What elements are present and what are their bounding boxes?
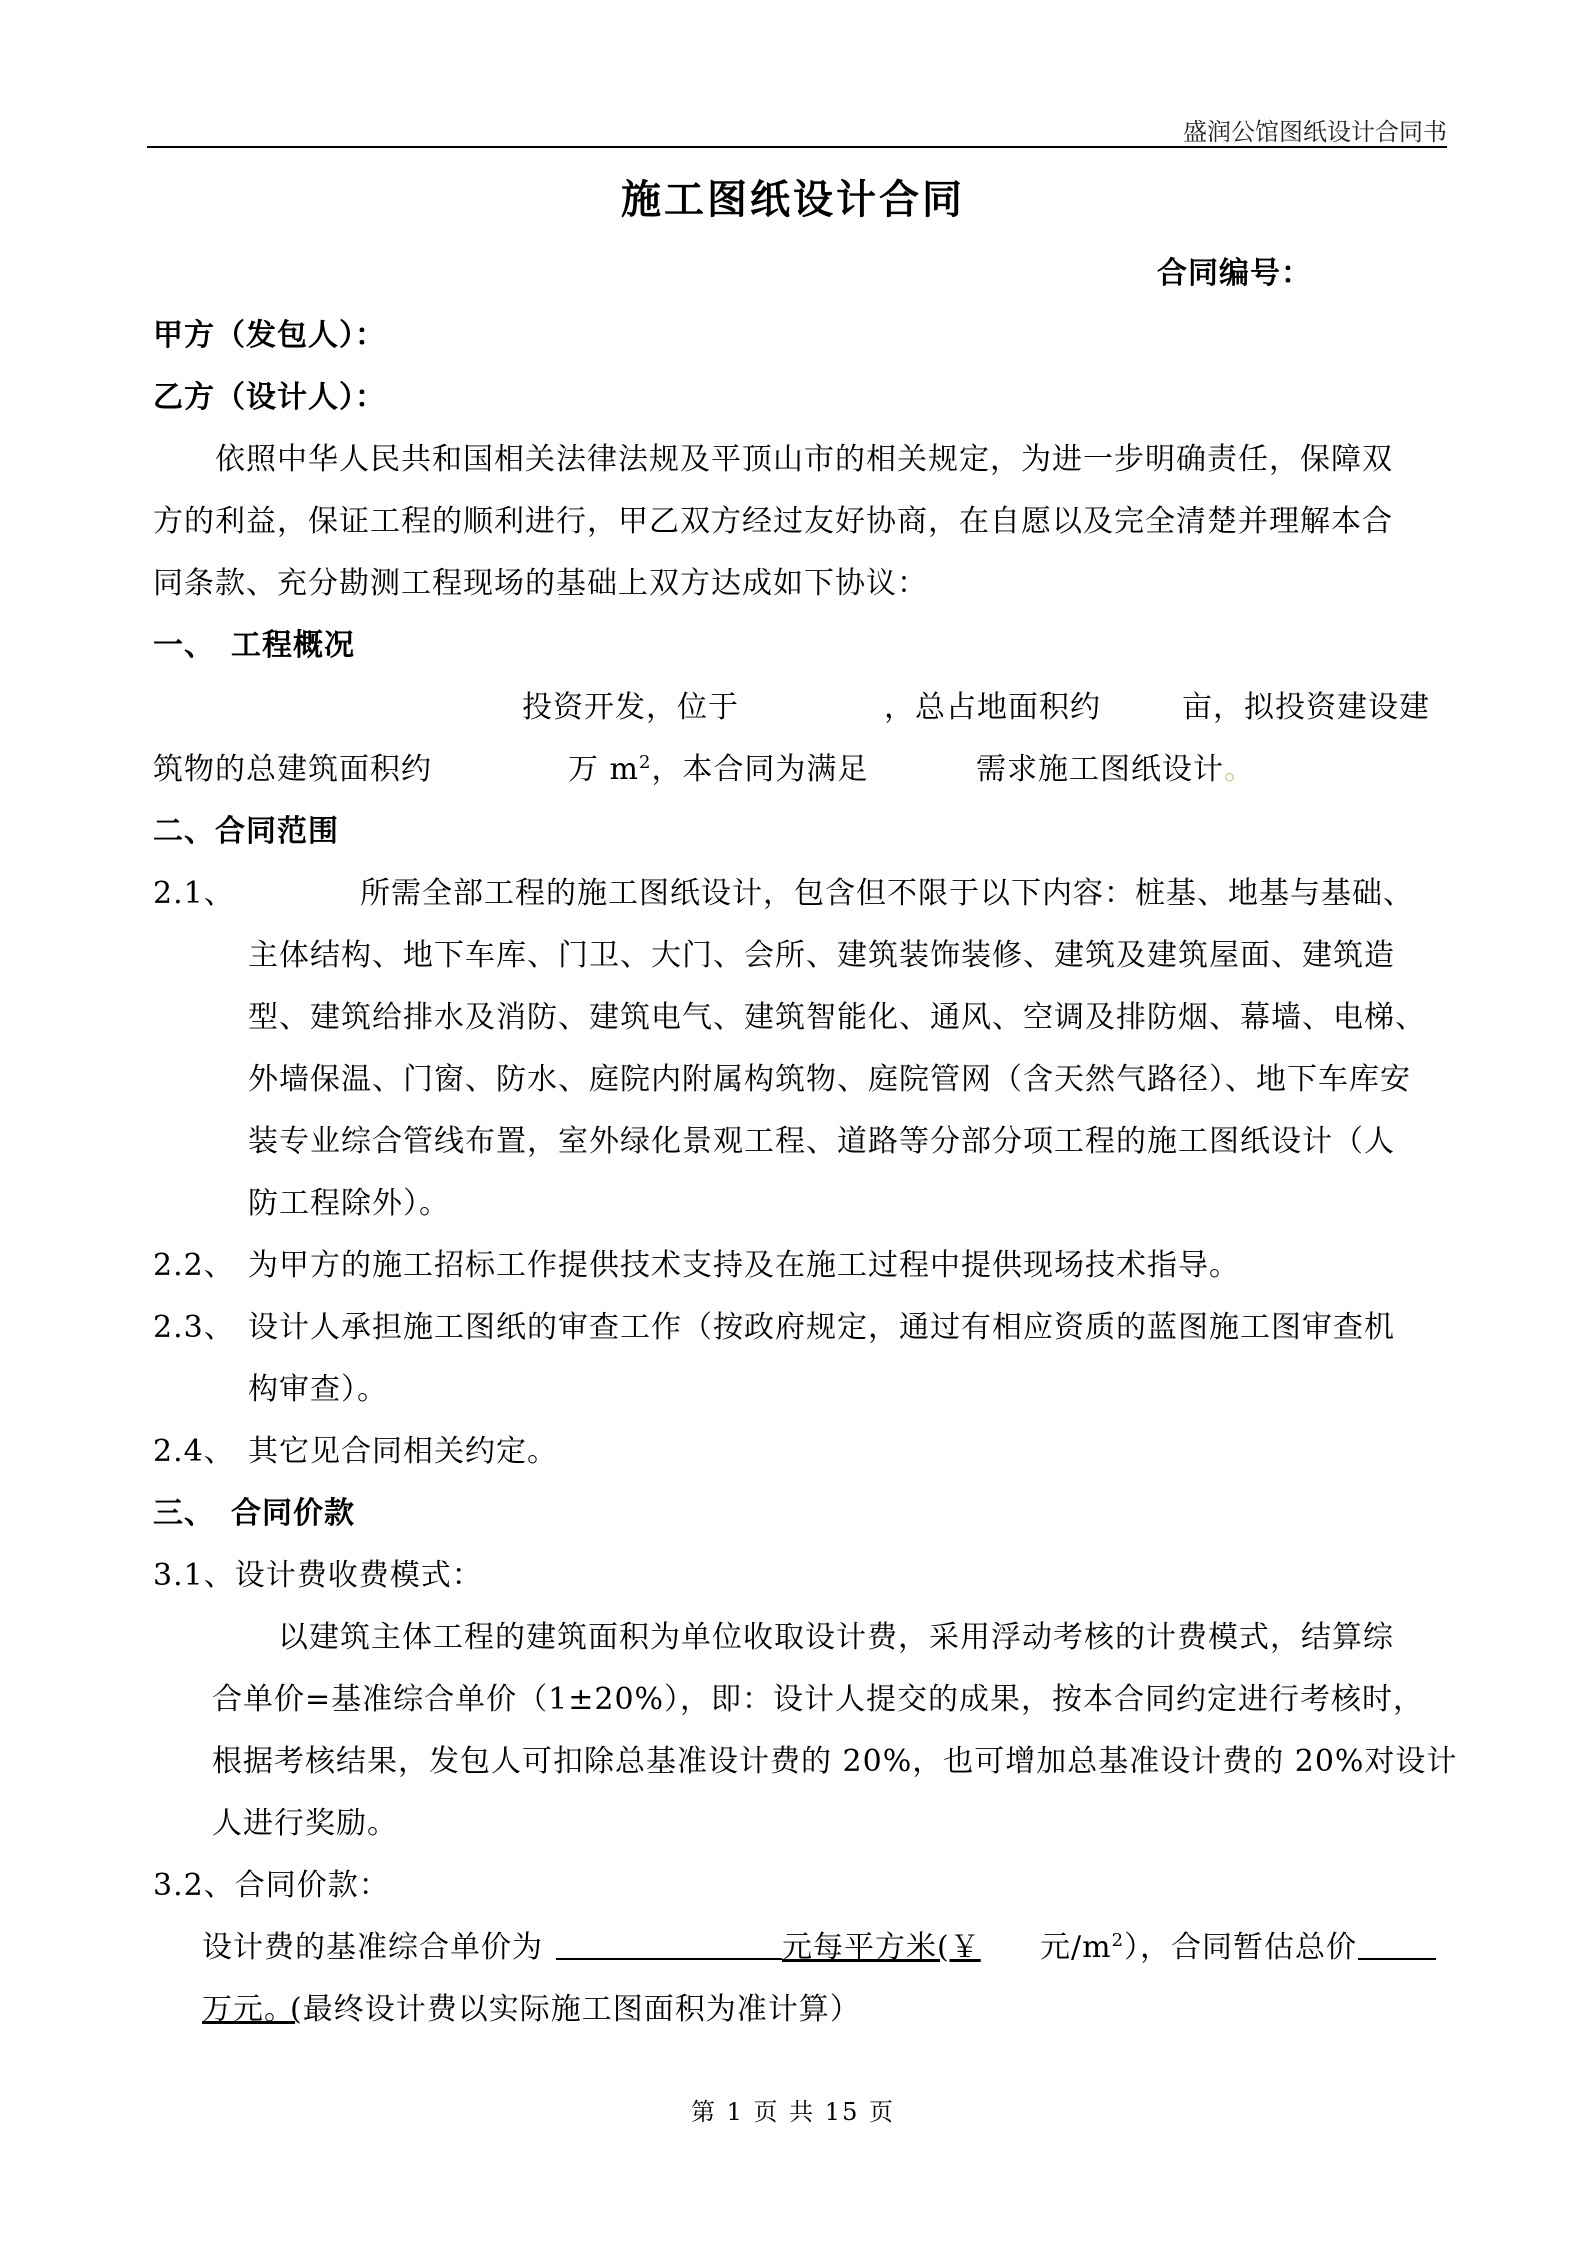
intro-line-2: 方的利益，保证工程的顺利进行，甲乙双方经过友好协商，在自愿以及完全清楚并理解本合 bbox=[153, 504, 1393, 539]
clause-2-1-line: 所需全部工程的施工图纸设计，包含但不限于以下内容：桩基、地基与基础、 bbox=[360, 876, 1414, 911]
contract-no-label: 合同编号： bbox=[1157, 256, 1312, 291]
price-line-label: 设计费的基准综合单价为 bbox=[202, 1930, 543, 1965]
clause-2-1-line: 型、建筑给排水及消防、建筑电气、建筑智能化、通风、空调及排防烟、幕墙、电梯、 bbox=[248, 1000, 1426, 1035]
clause-2-2-text: 为甲方的施工招标工作提供技术支持及在施工过程中提供现场技术指导。 bbox=[248, 1248, 1240, 1283]
total-price-blank bbox=[1358, 1958, 1436, 1960]
clause-3-1-line: 合单价=基准综合单价（1±20%），即：设计人提交的成果，按本合同约定进行考核时， bbox=[212, 1682, 1425, 1717]
sec1-fragment: 筑物的总建筑面积约 bbox=[153, 752, 432, 787]
header-rule bbox=[147, 146, 1447, 148]
clause-3-1-line: 根据考核结果，发包人可扣除总基准设计费的 20%，也可增加总基准设计费的 20%对设计 bbox=[212, 1744, 1458, 1779]
sec1-fragment: 亩，拟投资建设建 bbox=[1182, 690, 1430, 725]
clause-2-4-text: 其它见合同相关约定。 bbox=[248, 1434, 558, 1469]
sec1-fragment: 需求施工图纸设计。 bbox=[976, 752, 1255, 787]
clause-2-1-line: 装专业综合管线布置，室外绿化景观工程、道路等分部分项工程的施工图纸设计（人 bbox=[248, 1124, 1395, 1159]
section-2-heading: 二、合同范围 bbox=[153, 814, 339, 849]
intro-line-1: 依照中华人民共和国相关法律法规及平顶山市的相关规定，为进一步明确责任，保障双 bbox=[215, 442, 1393, 477]
price-line-unit: 元每平方米(￥ bbox=[782, 1930, 981, 1965]
clause-2-3-number: 2.3、 bbox=[153, 1310, 235, 1345]
clause-3-1-line: 以建筑主体工程的建筑面积为单位收取设计费，采用浮动考核的计费模式，结算综 bbox=[278, 1620, 1394, 1655]
clause-2-2-number: 2.2、 bbox=[153, 1248, 235, 1283]
sec1-area-unit: 万 $m^2$，本合同为满足 bbox=[568, 752, 869, 787]
clause-3-1-heading: 3.1、设计费收费模式： bbox=[153, 1558, 483, 1593]
sec1-fragment: 投资开发，位于 bbox=[522, 690, 739, 725]
unit-price-blank bbox=[556, 1958, 782, 1960]
clause-2-3-line: 构审查）。 bbox=[248, 1372, 388, 1407]
section-1-heading: 一、 工程概况 bbox=[153, 628, 355, 663]
party-a-label: 甲方（发包人）： bbox=[153, 318, 386, 353]
party-b-label: 乙方（设计人）： bbox=[153, 380, 386, 415]
price-line-note: (最终设计费以实际施工图面积为准计算） bbox=[290, 1992, 861, 2027]
clause-2-1-line: 主体结构、地下车库、门卫、大门、会所、建筑装饰装修、建筑及建筑屋面、建筑造 bbox=[248, 938, 1395, 973]
clause-2-1-line: 外墙保温、门窗、防水、庭院内附属构筑物、庭院管网（含天然气路径）、地下车库安 bbox=[248, 1062, 1411, 1097]
clause-2-3-line: 设计人承担施工图纸的审查工作（按政府规定，通过有相应资质的蓝图施工图审查机 bbox=[248, 1310, 1395, 1345]
clause-3-2-heading: 3.2、合同价款： bbox=[153, 1868, 390, 1903]
clause-2-1-number: 2.1、 bbox=[153, 876, 235, 911]
running-header: 盛润公馆图纸设计合同书 bbox=[1183, 118, 1447, 146]
clause-3-1-line: 人进行奖励。 bbox=[212, 1806, 398, 1841]
sec1-fragment: ，总占地面积约 bbox=[884, 690, 1101, 725]
document-title: 施工图纸设计合同 bbox=[621, 176, 965, 223]
intro-line-3: 同条款、充分勘测工程现场的基础上双方达成如下协议： bbox=[153, 566, 928, 601]
section-3-heading: 三、 合同价款 bbox=[153, 1496, 355, 1531]
clause-2-4-number: 2.4、 bbox=[153, 1434, 235, 1469]
price-line-wan: 万元。 bbox=[202, 1992, 295, 2027]
price-line-per-m2: 元$/m^2$），合同暂估总价 bbox=[1040, 1930, 1358, 1965]
clause-2-1-line: 防工程除外）。 bbox=[248, 1186, 450, 1221]
page-number: 第 1 页 共 15 页 bbox=[691, 2098, 895, 2126]
